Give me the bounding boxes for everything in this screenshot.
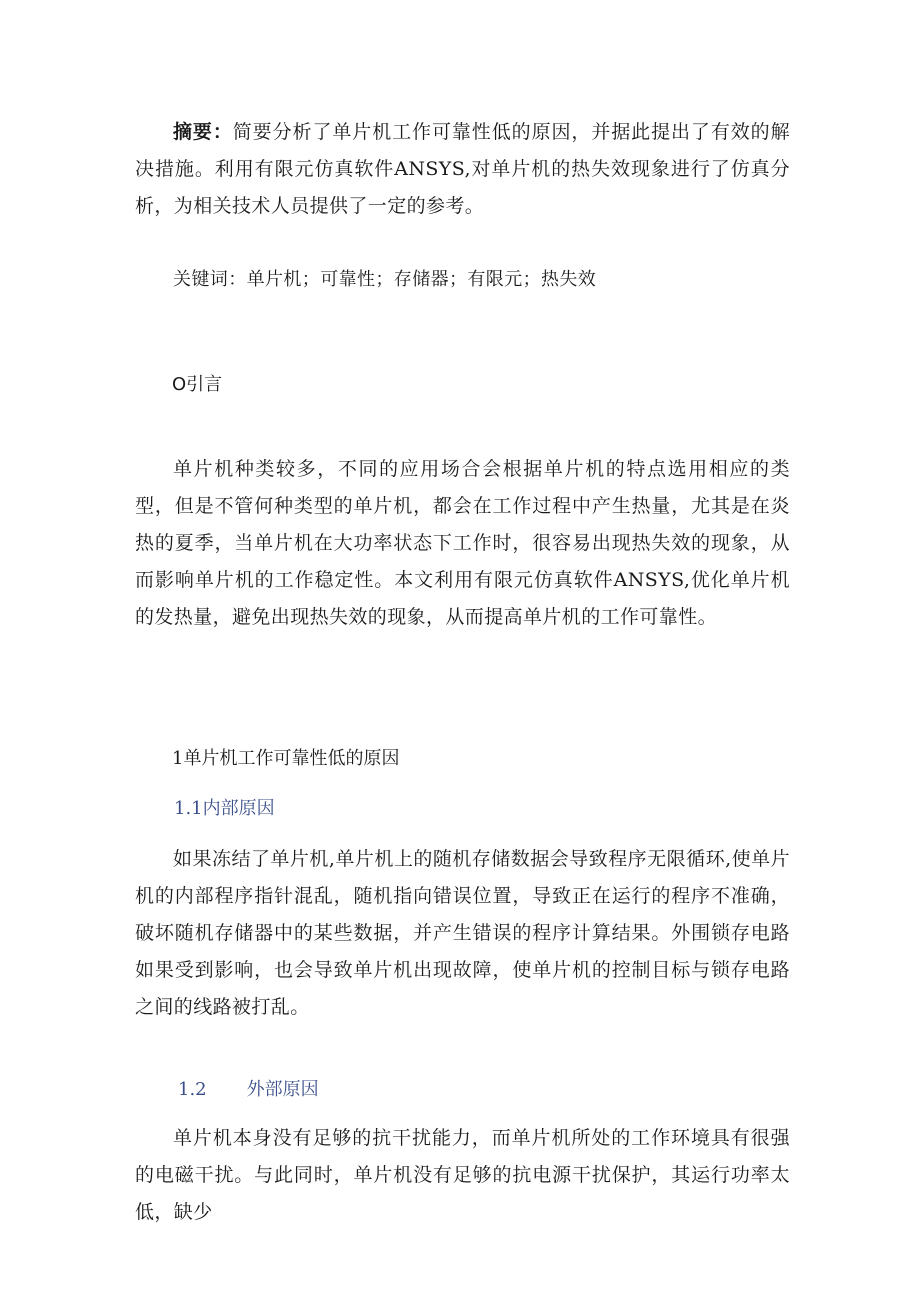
- subsection-heading-external-causes: [178, 1077, 319, 1103]
- section-heading-reliability-causes: 1单片机工作可靠性低的原因: [172, 748, 400, 769]
- subsection-number: 1.1: [174, 798, 203, 819]
- subsection-title: 内部原因: [202, 798, 275, 819]
- abstract-paragraph: [135, 114, 790, 225]
- abstract-label: 摘要：: [173, 121, 233, 143]
- introduction-paragraph: 单片机种类较多，不同的应用场合会根据单片机的特点选用相应的类型，但是不管何种类型的单片机，都会在工作过程中产生热量，尤其是在炎热的夏季，当单片机在大功率状态下工作时，很容易出现热失效的现象，从而影响单片机的工作稳定性。本文利用有限元仿真软件ANSYS,优化单片机的发热量，避免出现热失效的现象，从而提高单片机的工作可靠性。: [135, 458, 790, 628]
- external-causes-paragraph: 单片机本身没有足够的抗干扰能力，而单片机所处的工作环境具有很强的电磁干扰。与此同时，单片机没有足够的抗电源干扰保护，其运行功率太低，缺少: [135, 1127, 790, 1223]
- abstract-text: 简要分析了单片机工作可靠性低的原因，并据此提出了有效的解决措施。利用有限元仿真软件ANSYS,对单片机的热失效现象进行了仿真分析，为相关技术人员提供了一定的参考。: [135, 121, 791, 217]
- section-heading-introduction: O引言: [172, 374, 223, 395]
- keywords-line: 关键词：单片机；可靠性；存储器；有限元；热失效: [173, 269, 597, 290]
- internal-causes-paragraph: 如果冻结了单片机,单片机上的随机存储数据会导致程序无限循环,使单片机的内部程序指针混乱，随机指向错误位置，导致正在运行的程序不准确，破坏随机存储器中的某些数据，并产生错误的程序计算结果。外围锁存电路如果受到影响，也会导致单片机出现故障，使单片机的控制目标与锁存电路之间的线路被打乱。: [135, 848, 790, 1018]
- subsection-heading-internal-causes: [174, 796, 275, 822]
- subsection-number: 1.2: [178, 1079, 207, 1100]
- subsection-title: 外部原因: [246, 1079, 319, 1100]
